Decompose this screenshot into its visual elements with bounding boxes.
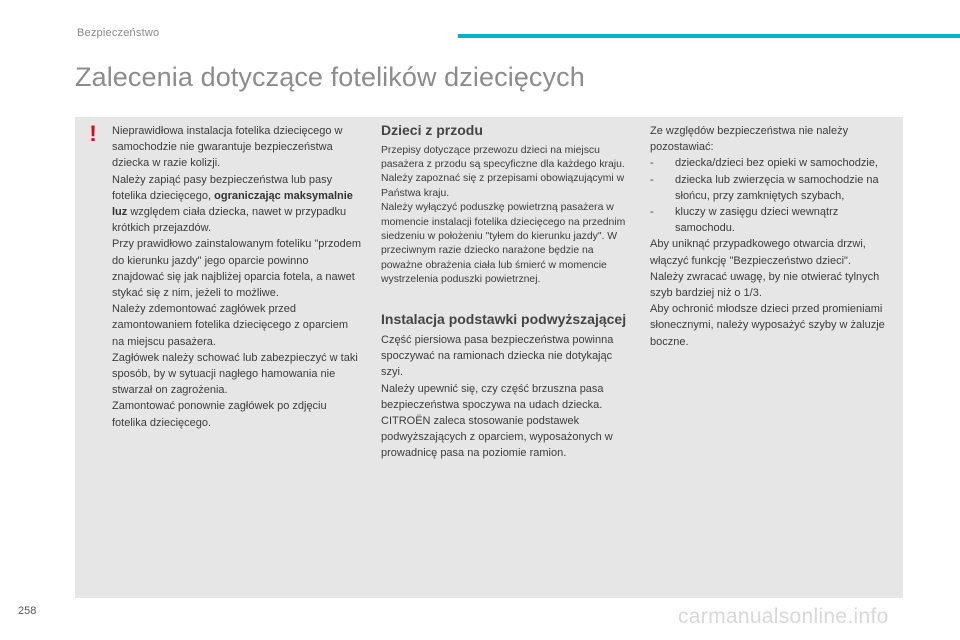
warning-paragraph: Nieprawidłowa instalacja fotelika dziecięcego w samochodzie nie gwarantuje bezpieczeństwa dziecka w razie kolizji. <box>112 125 343 170</box>
warning-column <box>112 123 362 431</box>
header-accent-bar <box>458 34 960 38</box>
list-item <box>650 204 900 236</box>
warning-bold-text: ograniczając maksymalnie luz <box>112 189 353 219</box>
booster-paragraph: Część piersiowa pasa bezpieczeństwa powinna spoczywać na ramionach dziecka nie dotykając szyi. <box>381 334 614 379</box>
front-children-paragraph: Należy wyłączyć poduszkę powietrzną pasażera w momencie instalacji fotelika dziecięcego na przednim siedzeniu w położeniu "tyłem do kierunku jazdy". W przeciwnym razie dziecko narażone będzie na poważne obrażenia ciała lub śmierć w momencie wystrzelenia poduszki powietrznej. <box>381 202 626 286</box>
list-item <box>650 155 900 171</box>
warning-paragraph <box>112 172 362 237</box>
exclamation-icon: ! <box>89 121 97 146</box>
safety-column <box>650 123 900 350</box>
front-children-paragraph: Przepisy dotyczące przewozu dzieci na miejscu pasażera z przodu są specyficzne dla każdego kraju. Należy zapoznać się z przepisami obowiązującymi w Państwa kraju. <box>381 144 625 199</box>
dash-bullet: - <box>650 206 654 219</box>
dash-bullet: - <box>650 157 654 170</box>
page-title: Zalecenia dotyczące fotelików dziecięcych <box>75 62 585 92</box>
safety-paragraph: Należy zwracać uwagę, by nie otwierać tylnych szyb bardziej niż o 1/3. <box>650 270 880 300</box>
section-label: Bezpieczeństwo <box>77 27 160 39</box>
booster-paragraph: CITROËN zaleca stosowanie podstawek podwyższających z oparciem, wyposażonych w prowadnicę pasa na poziomie ramion. <box>381 415 613 460</box>
watermark: carmanualsonline.info <box>678 605 889 628</box>
warning-paragraph: Przy prawidłowo zainstalowanym foteliku "przodem do kierunku jazdy" jego oparcie powinno znajdować się jak najbliżej oparcia fotela, a nawet stykać się z nim, jeżeli to możliwe. <box>112 238 362 300</box>
warning-paragraph: Zamontować ponownie zagłówek po zdjęciu fotelika dziecięcego. <box>112 400 327 429</box>
safety-paragraph: Aby ochronić młodsze dzieci przed promieniami słonecznymi, należy wyposażyć szyby w żaluzje boczne. <box>650 303 885 348</box>
safety-paragraph: Aby uniknąć przypadkowego otwarcia drzwi, włączyć funkcję "Bezpieczeństwo dzieci". <box>650 238 866 267</box>
middle-column <box>381 123 631 462</box>
list-item <box>650 172 900 204</box>
list-item-text: dziecka/dzieci bez opieki w samochodzie, <box>675 157 878 170</box>
warning-paragraph: Zagłówek należy schować lub zabezpieczyć w taki sposób, by w sytuacji nagłego hamowania nie stwarzał on zagrożenia. <box>112 351 358 397</box>
list-item-text: kluczy w zasięgu dzieci wewnątrz samochodu. <box>675 206 839 235</box>
booster-paragraph: Należy upewnić się, czy część brzuszna pasa bezpieczeństwa spoczywa na udach dziecka. <box>381 382 604 411</box>
warning-paragraph: Należy zdemontować zagłówek przed zamontowaniem fotelika dziecięcego z oparciem na miejscu pasażera. <box>112 303 349 348</box>
warning-text: Należy zapiąć pasy bezpieczeństwa lub pasy fotelika dziecięcego, <box>112 173 333 202</box>
warning-text: względem ciała dziecka, nawet w przypadku krótkich przejazdów. <box>112 206 347 235</box>
page-number: 258 <box>18 605 37 617</box>
booster-heading: Instalacja podstawki podwyższającej <box>381 310 627 327</box>
safety-intro: Ze względów bezpieczeństwa nie należy pozostawiać: <box>650 125 849 154</box>
list-item-text: dziecka lub zwierzęcia w samochodzie na słońcu, przy zamkniętych szybach, <box>675 173 879 202</box>
dash-bullet: - <box>650 173 654 186</box>
front-children-heading: Dzieci z przodu <box>381 122 483 138</box>
